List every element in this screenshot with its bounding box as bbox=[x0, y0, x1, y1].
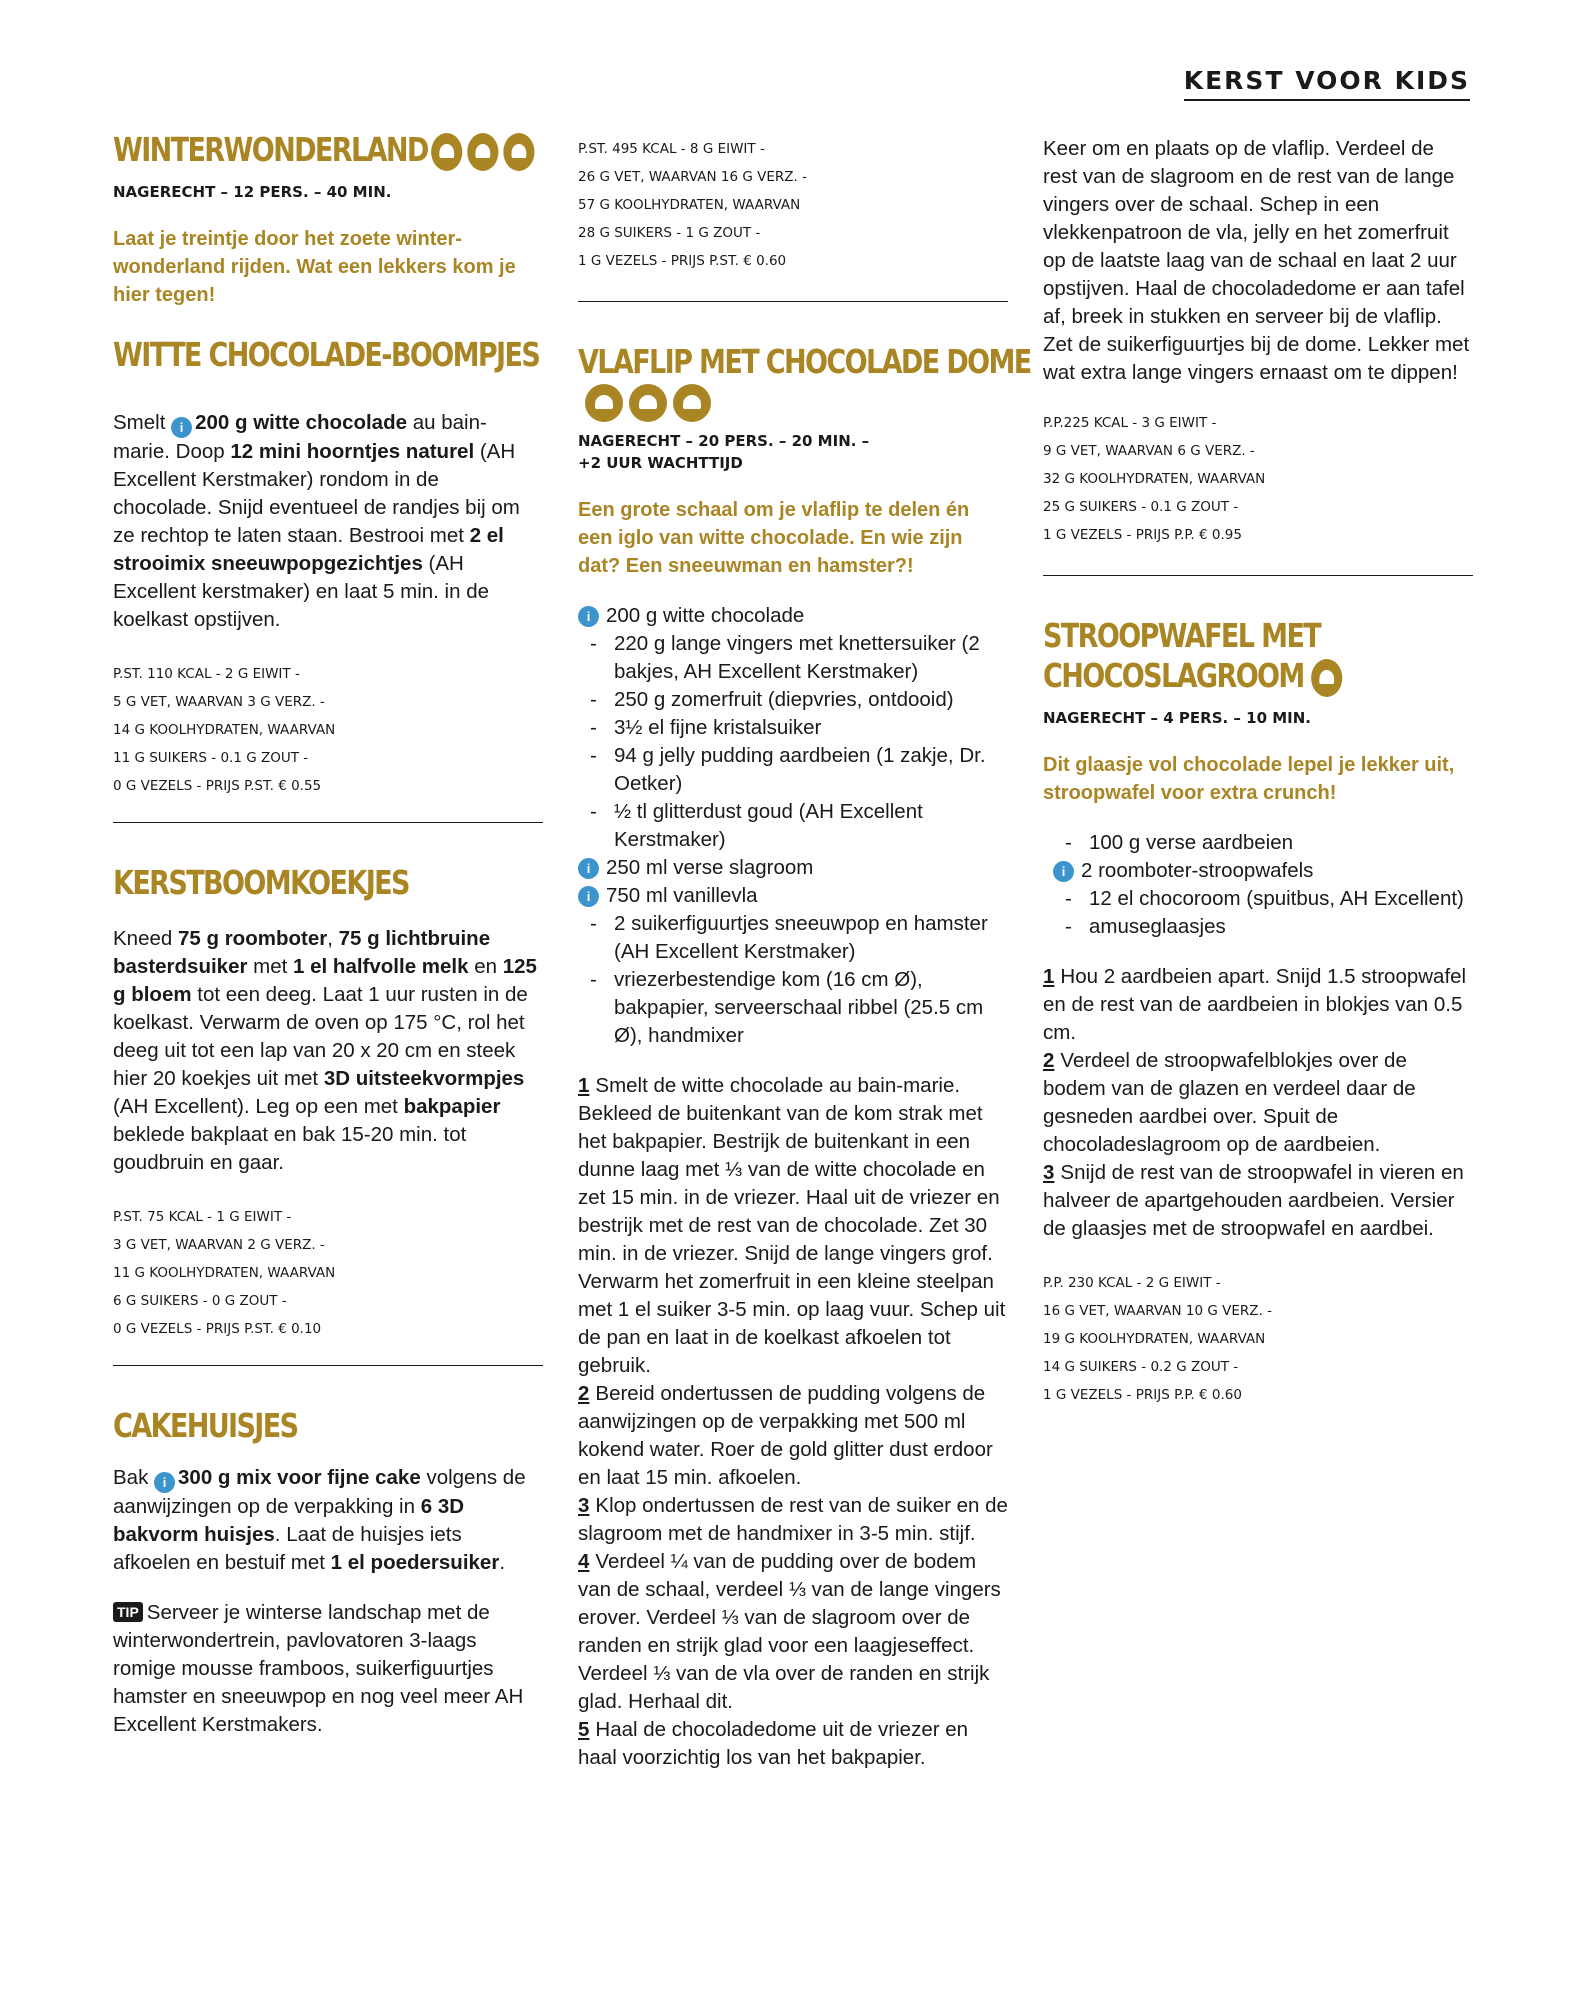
ingredient-text: 220 g lange vingers met knettersuiker (2 bakjes, AH Excellent Kerstmaker) bbox=[614, 632, 980, 683]
recipe-body-cakehuisjes: Bak i 300 g mix voor fijne cake volgens de aanwijzingen op de verpakking in 6 3D bakvorm huisjes. Laat de huisjes iets afkoelen en bestuif met 1 el poedersuiker. bbox=[113, 1465, 526, 1574]
tip-paragraph: TIP Serveer je winterse landschap met de winterwondertrein, pavlovatoren 3-laags romige mousse framboos, suikerfiguurtjes hamster en sneeuwpop en nog veel meer AH Excellent Kerstmakers. bbox=[113, 1600, 524, 1736]
step-text: Snijd de rest van de stroopwafel in vieren en halveer de apartgehouden aardbeien. Versier de glaasjes met de stroopwafel en aardbei. bbox=[1043, 1160, 1464, 1240]
step-text: Klop ondertussen de rest van de suiker en de slagroom met de handmixer in 3-5 min. stijf. bbox=[578, 1494, 1008, 1545]
ingredient-item bbox=[1053, 885, 1473, 913]
nutrition-line: 6 G SUIKERS - 0 G ZOUT - bbox=[113, 1292, 287, 1309]
chef-hat-icon bbox=[673, 384, 711, 422]
method-step bbox=[578, 1716, 1008, 1772]
step-text: Haal de chocoladedome uit de vriezer en haal voorzichtig los van het bakpapier. bbox=[578, 1718, 969, 1769]
step-text: Hou 2 aardbeien apart. Snijd 1.5 stroopwafel en de rest van de aardbeien in blokjes van 0.5 cm. bbox=[1043, 964, 1467, 1044]
method-step bbox=[1043, 1159, 1473, 1243]
ingredient-item bbox=[578, 602, 1008, 630]
ingredient-text: ½ tl glitterdust goud (AH Excellent Kerstmaker) bbox=[614, 800, 923, 851]
bullet-dash: - bbox=[1065, 886, 1072, 910]
nutrition-line: P.ST. 75 KCAL - 1 G EIWIT - bbox=[113, 1208, 292, 1225]
bullet-dash: - bbox=[590, 716, 597, 739]
method-steps bbox=[1043, 963, 1473, 1243]
recipe-title-cakehuisjes: CAKEHUISJES bbox=[113, 1405, 298, 1445]
ah-product-icon: i bbox=[1053, 861, 1074, 882]
ingredient-text: 100 g verse aardbeien bbox=[1089, 830, 1294, 854]
ah-product-icon: i bbox=[154, 1472, 175, 1493]
recipe-intro: Dit glaasje vol chocolade lepel je lekker uit, stroopwafel voor extra crunch! bbox=[1043, 753, 1455, 804]
recipe-title-stroopwafel: STROOPWAFEL MET CHOCOSLAGROOM bbox=[1043, 616, 1469, 697]
nutrition-line: 1 G VEZELS - PRIJS P.ST. € 0.60 bbox=[578, 253, 787, 269]
ingredient-text: 94 g jelly pudding aardbeien (1 zakje, Dr. Oetker) bbox=[614, 744, 986, 795]
nutrition-line: P.P. 230 KCAL - 2 G EIWIT - bbox=[1043, 1274, 1221, 1291]
bullet-dash: - bbox=[1065, 830, 1072, 854]
step-text: Bereid ondertussen de pudding volgens de aanwijzingen op de verpakking met 500 ml kokend water. Roer de gold glitter dust erdoor en laat 15 min. afkoelen. bbox=[578, 1382, 993, 1489]
nutrition-line: 5 G VET, WAARVAN 3 G VERZ. - bbox=[113, 693, 325, 710]
step-text: Verdeel ¼ van de pudding over de bodem van de schaal, verdeel ⅓ van de lange vingers erover. Verdeel ⅓ van de slagroom over de randen en strijk glad voor een laagjeseffect. Verdeel ⅓ van de vla over de randen en strijk glad. Herhaal dit. bbox=[578, 1550, 1001, 1713]
ingredient-text: 200 g witte chocolade bbox=[606, 604, 805, 627]
method-step bbox=[578, 1548, 1008, 1716]
nutrition-info bbox=[113, 660, 543, 800]
step-number: 2 bbox=[1043, 1048, 1055, 1072]
nutrition-line: 57 G KOOLHYDRATEN, WAARVAN bbox=[578, 197, 801, 213]
recipe-body-koekjes: Kneed 75 g roomboter, 75 g lichtbruine basterdsuiker met 1 el halfvolle melk en 125 g bloem tot een deeg. Laat 1 uur rusten in de koelkast. Verwarm de oven op 175 °C, rol het deeg uit tot een lap van 20 x 20 cm en steek hier 20 koekjes uit met 3D uitsteekvormpjes (AH Excellent). Leg op een met bakpapier beklede bakplaat en bak 15-20 min. tot goudbruin en gaar. bbox=[113, 926, 537, 1174]
step-text: Smelt de witte chocolade au bain-marie. Bekleed de buitenkant van de kom strak met het bakpapier. Bestrijk de buitenkant in een dunne laag met ⅓ van de witte chocolade en zet 15 min. in de vriezer. Haal uit de vriezer en bestrijk met de rest van de chocolade. Zet 30 min. in de vriezer. Snijd de lange vingers grof. Verwarm het zomerfruit in een kleine steelpan met 1 el suiker 3-5 min. op laag vuur. Schep uit de pan en laat in de koelkast afkoelen tot gebruik. bbox=[578, 1074, 1006, 1377]
ingredient-item bbox=[578, 910, 1008, 966]
recipe-title-boompjes: WITTE CHOCOLADE-BOOMPJES bbox=[113, 334, 540, 374]
ingredient-item bbox=[578, 798, 1008, 854]
ingredient-text: 250 g zomerfruit (diepvries, ontdooid) bbox=[614, 688, 954, 711]
step-number: 4 bbox=[578, 1550, 590, 1573]
method-step bbox=[578, 1072, 1008, 1380]
nutrition-line: 32 G KOOLHYDRATEN, WAARVAN bbox=[1043, 471, 1266, 487]
nutrition-line: 28 G SUIKERS - 1 G ZOUT - bbox=[578, 225, 761, 241]
bullet-dash: - bbox=[590, 632, 597, 655]
column-left bbox=[113, 130, 543, 1739]
recipe-title-vlaflip: VLAFLIP MET CHOCOLADE DOME bbox=[578, 342, 1031, 381]
chef-hat-icon bbox=[585, 384, 623, 422]
recipe-body-boompjes: Smelt i 200 g witte chocolade au bain-marie. Doop 12 mini hoorntjes naturel (AH Excellent Kerstmaker) rondom in de chocolade. Snijd eventueel de randjes bij om ze rechtop te laten staan. Bestrooi met 2 el strooimix sneeuwpopgezichtjes (AH Excellent kerstmaker) en laat 5 min. in de koelkast opstijven. bbox=[113, 410, 520, 631]
nutrition-line: 3 G VET, WAARVAN 2 G VERZ. - bbox=[113, 1236, 325, 1253]
ingredient-item bbox=[578, 854, 1008, 882]
ingredient-item bbox=[578, 742, 1008, 798]
ah-product-icon: i bbox=[171, 417, 192, 438]
ingredient-text: 2 roomboter-stroopwafels bbox=[1081, 858, 1314, 882]
nutrition-line: P.ST. 110 KCAL - 2 G EIWIT - bbox=[113, 665, 300, 682]
ingredient-text: 750 ml vanillevla bbox=[606, 884, 758, 907]
ah-product-icon: i bbox=[578, 886, 599, 907]
nutrition-line: 9 G VET, WAARVAN 6 G VERZ. - bbox=[1043, 443, 1255, 459]
difficulty-hats bbox=[585, 384, 711, 422]
recipe-meta: NAGERECHT – 12 PERS. – 40 MIN. bbox=[113, 182, 392, 201]
chef-hat-icon bbox=[503, 133, 534, 171]
chef-hat-icon bbox=[431, 133, 462, 171]
ingredient-item bbox=[1053, 913, 1473, 941]
ingredient-text: 250 ml verse slagroom bbox=[606, 856, 814, 879]
ingredient-list bbox=[1053, 829, 1473, 941]
method-step bbox=[578, 1492, 1008, 1548]
tip-badge: TIP bbox=[113, 1602, 143, 1622]
nutrition-line: P.P.225 KCAL - 3 G EIWIT - bbox=[1043, 415, 1217, 431]
nutrition-line: 16 G VET, WAARVAN 10 G VERZ. - bbox=[1043, 1302, 1272, 1319]
nutrition-line: 14 G KOOLHYDRATEN, WAARVAN bbox=[113, 721, 336, 738]
recipe-title-winterwonderland: WINTERWONDERLAND bbox=[113, 130, 466, 171]
bullet-dash: - bbox=[590, 968, 597, 991]
nutrition-line: 0 G VEZELS - PRIJS P.ST. € 0.10 bbox=[113, 1320, 322, 1337]
chef-hat-icon bbox=[467, 133, 498, 171]
bullet-dash: - bbox=[590, 688, 597, 711]
ingredient-item bbox=[578, 630, 1008, 686]
chef-hat-icon bbox=[629, 384, 667, 422]
bullet-dash: - bbox=[590, 800, 597, 823]
step-number: 1 bbox=[1043, 964, 1055, 988]
ingredient-item bbox=[578, 882, 1008, 910]
ingredient-text: 2 suikerfiguurtjes sneeuwpop en hamster (AH Excellent Kerstmaker) bbox=[614, 912, 988, 963]
nutrition-line: 1 G VEZELS - PRIJS P.P. € 0.60 bbox=[1043, 1386, 1242, 1403]
section-label: KERST VOOR KIDS bbox=[1184, 66, 1470, 101]
ingredient-item bbox=[1053, 829, 1473, 857]
bullet-dash: - bbox=[1065, 914, 1072, 938]
ingredient-list bbox=[578, 602, 1008, 1050]
step-number: 2 bbox=[578, 1382, 590, 1405]
method-step bbox=[1043, 963, 1473, 1047]
step-number: 1 bbox=[578, 1074, 590, 1097]
nutrition-line: 1 G VEZELS - PRIJS P.P. € 0.95 bbox=[1043, 527, 1242, 543]
method-continuation: Keer om en plaats op de vlaflip. Verdeel de rest van de slagroom en de rest van de lange vingers over de schaal. Schep in een vlekkenpatroon de vla, jelly en het zomerfruit op de laatste laag van de schaal en laat 2 uur opstijven. Haal de chocoladedome er aan tafel af, breek in stukken en serveer bij de vlaflip. Zet de suikerfiguurtjes bij de dome. Lekker met wat extra lange vingers ernaast om te dippen! bbox=[1043, 137, 1470, 384]
recipe-intro: Een grote schaal om je vlaflip te delen én een iglo van witte chocolade. En wie zijn dat? Een sneeuwman en hamster?! bbox=[578, 499, 970, 577]
step-number: 3 bbox=[578, 1494, 590, 1517]
bullet-dash: - bbox=[590, 744, 597, 767]
nutrition-info bbox=[578, 135, 1008, 275]
nutrition-line: 25 G SUIKERS - 0.1 G ZOUT - bbox=[1043, 499, 1239, 515]
ingredient-text: 12 el chocoroom (spuitbus, AH Excellent) bbox=[1089, 886, 1464, 910]
difficulty-hats bbox=[431, 133, 534, 171]
recipe-meta: NAGERECHT – 20 PERS. – 20 MIN. – +2 UUR WACHTTIJD bbox=[578, 432, 870, 472]
ingredient-item bbox=[578, 714, 1008, 742]
ingredient-text: amuseglaasjes bbox=[1089, 914, 1226, 938]
column-middle bbox=[578, 135, 1031, 1772]
nutrition-line: 11 G KOOLHYDRATEN, WAARVAN bbox=[113, 1264, 336, 1281]
nutrition-info bbox=[1043, 1269, 1473, 1409]
ah-product-icon: i bbox=[578, 606, 599, 627]
bullet-dash: - bbox=[590, 912, 597, 935]
ingredient-item bbox=[1053, 857, 1473, 885]
nutrition-line: 14 G SUIKERS - 0.2 G ZOUT - bbox=[1043, 1358, 1239, 1375]
nutrition-line: 11 G SUIKERS - 0.1 G ZOUT - bbox=[113, 749, 309, 766]
ah-product-icon: i bbox=[578, 858, 599, 879]
ingredient-text: vriezerbestendige kom (16 cm Ø), bakpapier, serveerschaal ribbel (25.5 cm Ø), handmixer bbox=[614, 968, 984, 1047]
nutrition-line: 26 G VET, WAARVAN 16 G VERZ. - bbox=[578, 169, 807, 185]
nutrition-line: 0 G VEZELS - PRIJS P.ST. € 0.55 bbox=[113, 777, 322, 794]
step-number: 5 bbox=[578, 1718, 590, 1741]
step-number: 3 bbox=[1043, 1160, 1055, 1184]
method-step bbox=[1043, 1047, 1473, 1159]
method-steps bbox=[578, 1072, 1008, 1772]
nutrition-info bbox=[113, 1203, 543, 1343]
chef-hat-icon bbox=[1312, 659, 1343, 697]
recipe-title-koekjes: KERSTBOOMKOEKJES bbox=[113, 862, 409, 902]
step-text: Verdeel de stroopwafelblokjes over de bodem van de glazen en verdeel daar de gesneden aardbei over. Spuit de chocoladeslagroom op de aardbeien. bbox=[1043, 1048, 1416, 1156]
ingredient-item bbox=[578, 686, 1008, 714]
ingredient-text: 3½ el fijne kristalsuiker bbox=[614, 716, 822, 739]
nutrition-line: P.ST. 495 KCAL - 8 G EIWIT - bbox=[578, 141, 765, 157]
recipe-intro: Laat je treintje door het zoete winter-wonderland rijden. Wat een lekkers kom je hier tegen! bbox=[113, 227, 516, 306]
nutrition-line: 19 G KOOLHYDRATEN, WAARVAN bbox=[1043, 1330, 1266, 1347]
column-right bbox=[1043, 135, 1473, 1409]
nutrition-info bbox=[1043, 409, 1473, 549]
method-step bbox=[578, 1380, 1008, 1492]
recipe-meta: NAGERECHT – 4 PERS. – 10 MIN. bbox=[1043, 708, 1312, 727]
ingredient-item bbox=[578, 966, 1008, 1050]
